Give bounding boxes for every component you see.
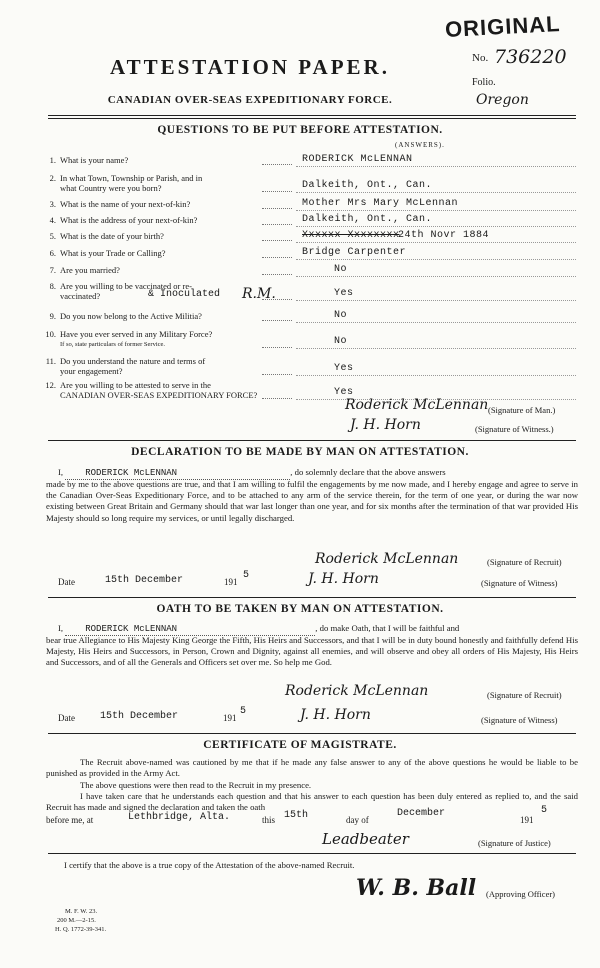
oath-recruit-label: (Signature of Recruit) [487,690,562,700]
question-text-continued: If so, state particulars of former Service. [60,341,166,348]
witness-signature: J. H. Horn [350,417,421,433]
question-answer: No [334,310,348,321]
question-text: Are you willing to be vaccinated or re- [60,281,192,291]
question-text: What is your Trade or Calling? [60,248,166,258]
leader-dots [262,274,292,275]
question-number: 5. [49,231,56,241]
form-code-line-1: M. F. W. 23. [65,908,98,915]
answer-line [296,348,576,349]
question-number: 4. [49,215,56,225]
magistrate-para-3: I have taken care that he understands each question and that his answer to each question has been duly entered as replied to, and the said Recruit has made and signed the declaration and taken the oath [46,791,578,813]
divider [48,733,576,734]
question-answer: Bridge Carpenter [302,247,407,258]
justice-signature: Leadbeater [322,830,409,848]
question-text: What is the address of your next-of-kin? [60,215,198,225]
question-number: 10. [45,329,56,339]
question-answer: 24th Novr 1884 [398,230,490,241]
question-number: 8. [49,281,56,291]
question-text: What is the date of your birth? [60,231,164,241]
question-answer: Yes [334,363,354,374]
declaration-year-prefix: 191 [224,577,238,587]
question-text: Are you married? [60,265,120,275]
leader-dots [262,164,292,165]
page-title: ATTESTATION PAPER. [110,55,390,79]
leader-dots [262,224,292,225]
oath-witness-signature: J. H. Horn [300,707,371,723]
question-answer: Dalkeith, Ont., Can. [302,214,433,225]
divider [48,115,576,116]
leader-dots [262,257,292,258]
answer-line [296,322,576,323]
question-answer: Yes [334,387,354,398]
question-text: In what Town, Township or Parish, and in [60,173,203,183]
man-signature: Roderick McLennan [345,397,489,413]
form-code-line-3: H. Q. 1772-39-341. [55,926,107,933]
magistrate-para-2: The above questions were then read to the Recruit in my presence. [80,780,312,790]
magistrate-before-label: before me, at [46,815,94,825]
witness-signature-label: (Signature of Witness.) [475,424,554,434]
question-answer: Mother Mrs Mary McLennan [302,198,459,209]
answer-line [296,210,576,211]
oath-text-1: , do make Oath, that I will be faithful and [315,623,460,633]
answer-line [296,276,576,277]
declaration-text-1: , do solemnly declare that the above answers [290,467,446,477]
declaration-year-suffix: 5 [243,570,250,581]
question-number: 11. [45,356,56,366]
declaration-body: made by me to the above questions are true, and that I am willing to fulfil the engagements by me now made, and I hereby engage and agree to serve in the Canadian Over-Seas Expeditionary Force, and to be attached to any arm of the service therein, for the term of one year, or during the war now existing between Great Britain and Germany should that war last longer than one year, and for six months after the termination of that war provided His Majesty should so long require my services, or until legally discharged. [46,479,578,523]
question-number: 6. [49,248,56,258]
question-number: 12. [45,380,56,390]
answer-line [296,259,576,260]
declaration-witness-label: (Signature of Witness) [481,578,558,588]
oath-heading: OATH TO BE TAKEN BY MAN ON ATTESTATION. [156,603,444,615]
folio-value: Oregon [476,92,529,108]
question-answer: Dalkeith, Ont., Can. [302,180,433,191]
oath-year-suffix: 5 [240,706,247,717]
oath-witness-label: (Signature of Witness) [481,715,558,725]
justice-signature-label: (Signature of Justice) [478,838,551,848]
declaration-date-label: Date [58,577,75,587]
answers-label: (ANSWERS). [395,141,445,149]
divider [48,118,576,119]
divider [48,853,576,854]
oath-date-label: Date [58,713,75,723]
leader-dots [262,398,292,399]
declaration-heading: DECLARATION TO BE MADE BY MAN ON ATTESTATION. [131,446,469,458]
leader-dots [262,240,292,241]
answer-line [296,166,576,167]
oath-prefix: I, [58,623,64,633]
declaration-name: RODERICK McLENNAN [65,468,290,480]
answer-line [296,300,576,301]
answer-line [296,375,576,376]
declaration-recruit-signature: Roderick McLennan [315,551,459,567]
leader-dots [262,208,292,209]
magistrate-place: Lethbridge, Alta. [128,812,231,823]
magistrate-day-of-label: day of [346,815,369,825]
declaration-prefix: I, [58,467,64,477]
question-answer: Yes [334,288,354,299]
leader-dots [262,191,292,192]
question-text: Are you willing to be attested to serve in the [60,380,211,390]
leader-dots [262,299,292,300]
question-text: Do you understand the nature and terms of [60,356,206,366]
question-text: What is the name of your next-of-kin? [60,199,191,209]
answer-line [296,242,576,243]
oath-year-prefix: 191 [223,713,237,723]
question-number: 9. [49,311,56,321]
man-signature-label: (Signature of Man.) [488,405,556,415]
magistrate-month: December [397,808,446,819]
folio-label: Folio. [472,77,496,88]
question-number: 3. [49,199,56,209]
regimental-number: 736220 [494,46,567,68]
magistrate-heading: CERTIFICATE OF MAGISTRATE. [203,739,397,751]
question-text-continued: CANADIAN OVER-SEAS EXPEDITIONARY FORCE? [60,390,258,400]
struck-answer: Xxxxxx Xxxxxxxx [302,230,400,241]
magistrate-para-1: The Recruit above-named was cautioned by me that if he made any false answer to any of the above questions he would be liable to be punished as provided in the Army Act. [46,757,578,779]
declaration-witness-signature: J. H. Horn [308,571,379,587]
initials-signature: R.M. [242,286,276,302]
magistrate-year-prefix: 191 [520,815,534,825]
divider [48,440,576,441]
question-answer: No [334,336,348,347]
answer-line [296,192,576,193]
question-text-continued: vaccinated? [60,291,101,301]
certify-statement: I certify that the above is a true copy of the Attestation of the above-named Recruit. [64,860,355,870]
question-answer: No [334,264,348,275]
page-subtitle: CANADIAN OVER-SEAS EXPEDITIONARY FORCE. [107,94,393,106]
oath-date: 15th December [100,711,179,722]
question-text-continued: your engagement? [60,366,123,376]
officer-signature: W. B. Ball [356,875,477,901]
divider [48,597,576,598]
question-text: What is your name? [60,155,129,165]
oath-name: RODERICK McLENNAN [65,624,315,636]
questions-heading: QUESTIONS TO BE PUT BEFORE ATTESTATION. [157,124,443,136]
question-number: 1. [49,155,56,165]
officer-signature-label: (Approving Officer) [486,889,556,899]
question-text-continued: what Country were you born? [60,183,162,193]
question-text: Have you ever served in any Military Force? [60,329,213,339]
inoculated-note: & Inoculated [148,289,221,300]
question-number: 2. [49,173,56,183]
question-number: 7. [49,265,56,275]
magistrate-day: 15th [284,810,309,821]
magistrate-year-suffix: 5 [541,805,548,816]
answer-line [296,226,576,227]
regimental-number-label: No. [472,52,489,64]
form-code-line-2: 200 M.—2-15. [57,917,96,924]
magistrate-day-label: this [262,815,276,825]
original-stamp: ORIGINAL [444,10,562,43]
leader-dots [262,374,292,375]
leader-dots [262,347,292,348]
declaration-recruit-label: (Signature of Recruit) [487,557,562,567]
leader-dots [262,320,292,321]
question-answer: RODERICK McLENNAN [302,154,413,165]
declaration-date: 15th December [105,575,184,586]
oath-body: bear true Allegiance to His Majesty King George the Fifth, His Heirs and Successors, and that I will be in duty bound honestly and faithfully defend His Majesty, His Heirs and Successors, in Person, Crown and Dignity, against all enemies, and will observe and obey all orders of His Majesty, His Heirs and Successors, and of all the Generals and Officers set over me. So help me God. [46,635,578,668]
question-text: Do you now belong to the Active Militia? [60,311,202,321]
oath-recruit-signature: Roderick McLennan [285,683,429,699]
